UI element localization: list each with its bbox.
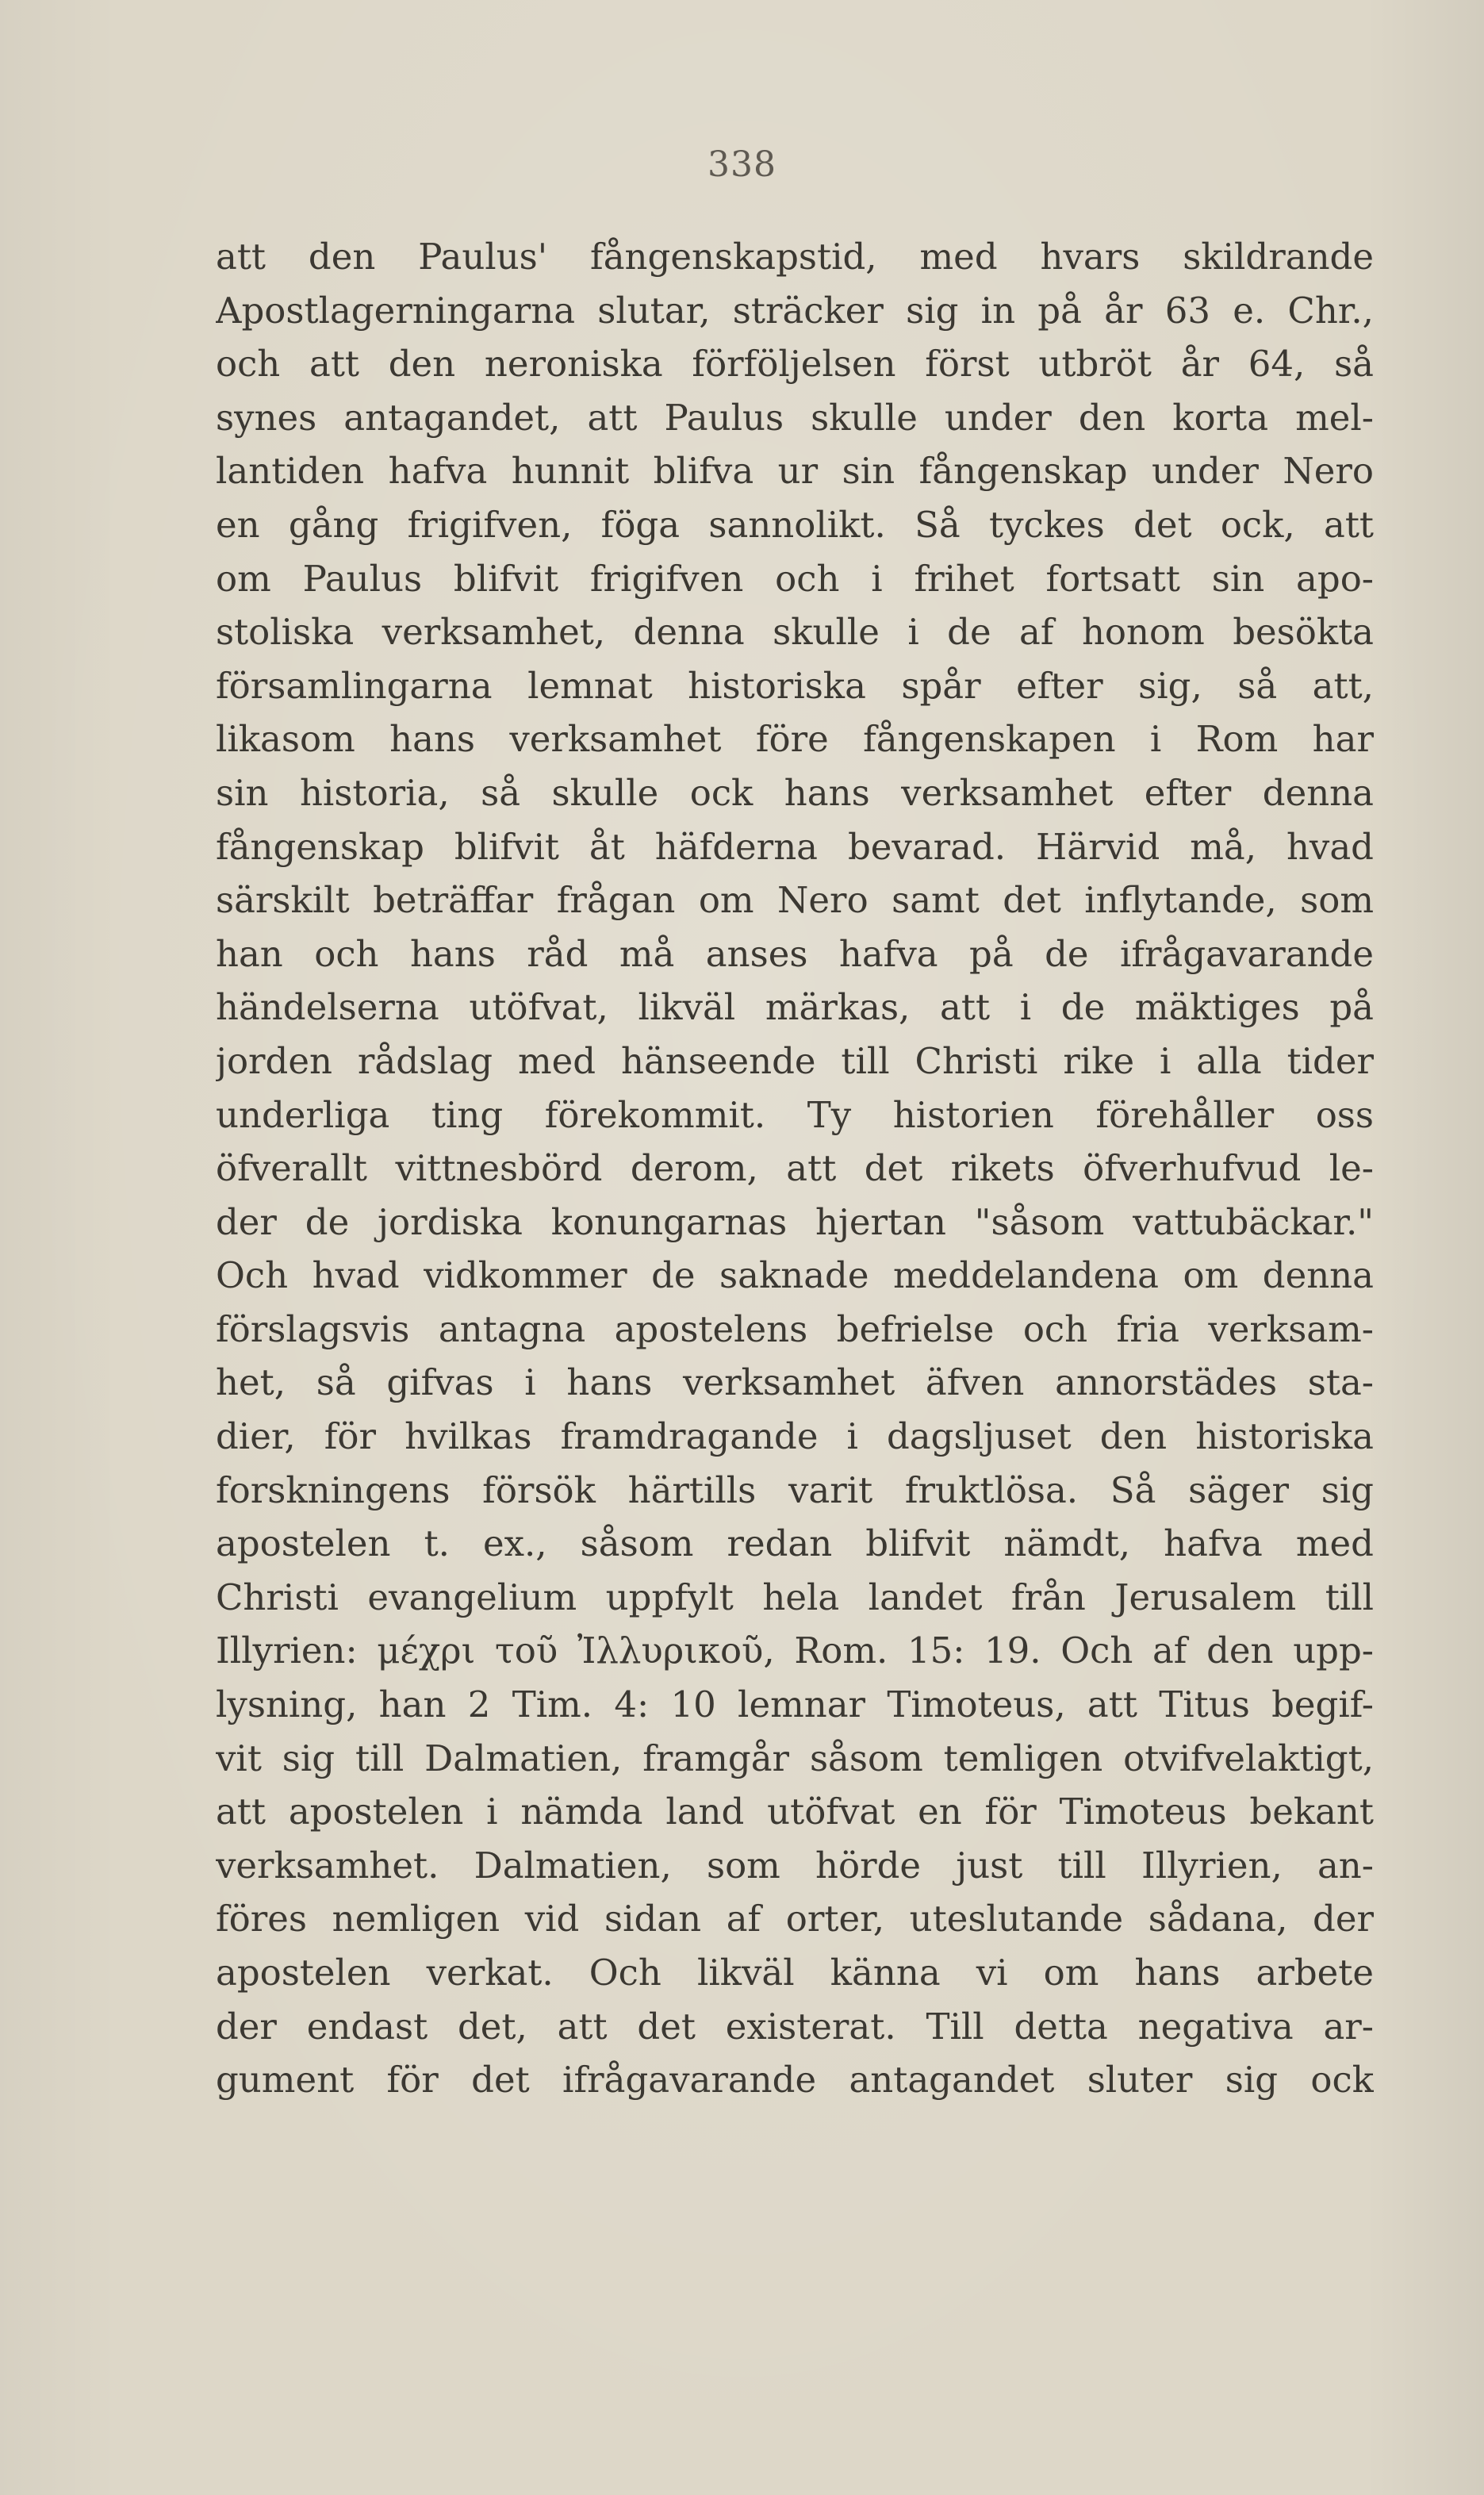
text-line: lantiden hafva hunnit blifva ur sin fångenskap under Nero (216, 450, 1374, 493)
text-line: församlingarna lemnat historiska spår efter sig, så att, (216, 664, 1374, 707)
text-line: apostelen verkat. Och likväl känna vi om hans arbete (216, 1952, 1374, 1994)
text-line: vit sig till Dalmatien, framgår såsom temligen otvifvelaktigt, (216, 1737, 1374, 1779)
text-line: het, så gifvas i hans verksamhet äfven annorstädes sta- (216, 1361, 1374, 1404)
text-line: fångenskap blifvit åt häfderna bevarad. Härvid må, hvad (216, 825, 1374, 868)
text-line: han och hans råd må anses hafva på de ifrågavarande (216, 932, 1374, 975)
body-text (216, 230, 1374, 2107)
text-line: föres nemligen vid sidan af orter, uteslutande sådana, der (216, 1898, 1374, 1940)
text-line: Och hvad vidkommer de saknade meddelandena om denna (216, 1254, 1374, 1297)
text-line: verksamhet. Dalmatien, som hörde just till Illyrien, an- (216, 1844, 1374, 1887)
text-line: forskningens försök härtills varit fruktlösa. Så säger sig (216, 1468, 1374, 1511)
text-line: att apostelen i nämda land utöfvat en för Timoteus bekant (216, 1791, 1374, 1833)
text-line: öfverallt vittnesbörd derom, att det rikets öfverhufvud le- (216, 1147, 1374, 1190)
text-line: der de jordiska konungarnas hjertan "såsom vattubäckar." (216, 1200, 1374, 1243)
text-line: stoliska verksamhet, denna skulle i de af honom besökta (216, 611, 1374, 654)
text-line: om Paulus blifvit frigifven och i frihet fortsatt sin apo- (216, 557, 1374, 600)
text-line: synes antagandet, att Paulus skulle under den korta mel- (216, 396, 1374, 439)
text-line: en gång frigifven, föga sannolikt. Så tyckes det ock, att (216, 503, 1374, 546)
text-line: lysning, han 2 Tim. 4: 10 lemnar Timoteus, att Titus begif- (216, 1683, 1374, 1726)
text-line: der endast det, att det existerat. Till detta negativa ar- (216, 2005, 1374, 2048)
text-line: Illyrien: μέχρι τοῦ Ἰλλυρικοῦ, Rom. 15: 19. Och af den upp- (216, 1629, 1374, 1672)
text-line: gument för det ifrågavarande antagandet sluter sig ock (216, 2059, 1374, 2102)
text-line: Apostlagerningarna slutar, sträcker sig in på år 63 e. Chr., (216, 289, 1374, 332)
text-line: att den Paulus' fångenskapstid, med hvars skildrande (216, 236, 1374, 278)
text-line: apostelen t. ex., såsom redan blifvit nämdt, hafva med (216, 1522, 1374, 1565)
text-line: underliga ting förekommit. Ty historien förehåller oss (216, 1093, 1374, 1136)
page-number: 338 (707, 144, 777, 185)
text-line: Christi evangelium uppfylt hela landet från Jerusalem till (216, 1576, 1374, 1618)
text-line: förslagsvis antagna apostelens befrielse och fria verksam- (216, 1307, 1374, 1350)
text-line: likasom hans verksamhet före fångenskapen i Rom har (216, 718, 1374, 761)
text-line: jorden rådslag med hänseende till Christi rike i alla tider (216, 1039, 1374, 1082)
text-line: sin historia, så skulle ock hans verksamhet efter denna (216, 771, 1374, 814)
text-line: och att den neroniska förföljelsen först utbröt år 64, så (216, 343, 1374, 386)
text-line: händelserna utöfvat, likväl märkas, att i de mäktiges på (216, 986, 1374, 1029)
text-line: dier, för hvilkas framdragande i dagsljuset den historiska (216, 1415, 1374, 1458)
text-line: särskilt beträffar frågan om Nero samt det inflytande, som (216, 879, 1374, 922)
